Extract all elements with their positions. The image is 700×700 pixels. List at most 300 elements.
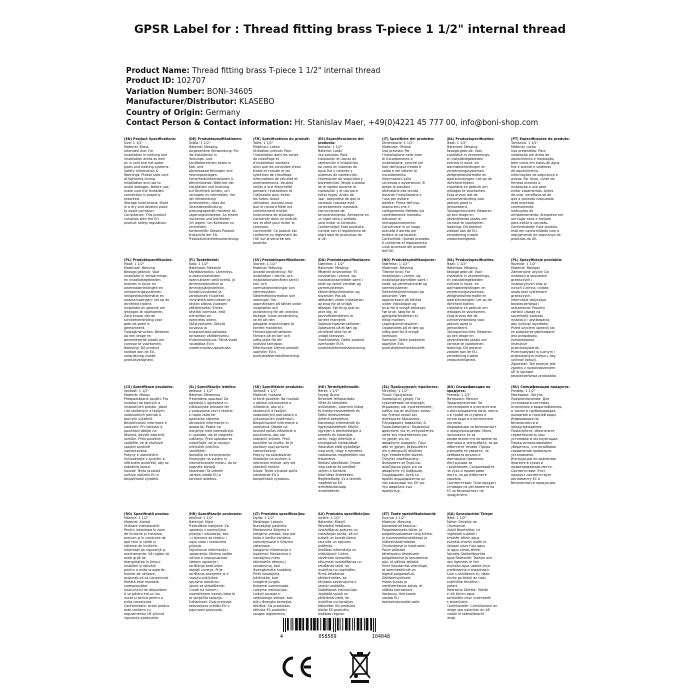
spec-line: Fűtés és telepítési [317,401,348,405]
spec-line: varovania: Dbajte na [253,425,288,429]
spec-line: saugos reglamentą. [253,612,286,616]
spec-line: vodovodních potrubí a [124,413,162,417]
spec-line: Soulad: Tento produkt [124,469,161,473]
spec-line: armazenamento: Armazene em [511,213,564,217]
spec-line: geventileerde plaats om [124,338,165,342]
spec-block [189,258,254,380]
spec-line: corrosie te voorkomen. [124,342,163,346]
spec-line: únikům. Před použitím [124,437,161,441]
spec-line: Overholdelse: Dette produkt [317,338,365,342]
spec-line: prepričajte, da je navojni [188,441,230,445]
spec-line: caurulēs un apkures [317,540,351,544]
spec-line: Instrukcje [511,342,528,346]
barcode-bar [328,618,331,631]
spec-line: έχει τοποθετηθεί σωστά. [382,453,424,457]
barcode-bar [337,618,339,631]
spec-line: Sicherheitsinformationen & [188,177,234,181]
barcode-digits-left: 4 [280,634,284,640]
spec-block [511,512,576,630]
spec-block [447,385,512,507]
spec-line: Lagerungshinweise: An einem [188,213,239,217]
spec-heading: (ET) Toote spetsifikatsioonid: [382,512,437,516]
spec-line: sriegtinė jungtis [253,580,280,584]
spec-line: undgå korrosion. [317,334,346,338]
spec-line: и инсталационни зони, както [446,409,498,413]
spec-line: warmwaterleidingen en [446,165,486,169]
spec-line: ordnungsgemäß montiert ist. [188,209,237,213]
spec-line: szivárgások kialakulását. [317,441,359,445]
spec-line: shuiteáil agus úsáide chun [446,564,491,568]
spec-line: и предупреждения: Моля, [446,429,493,433]
spec-line: rendeletének. [317,489,341,493]
spec-line: tesnjenje med namestitvijo [188,429,234,433]
spec-line: inštalacijske prostore ter [188,405,230,409]
spec-line: pendant l'installation et [253,189,293,193]
spec-line: Opbevaringsinstruktioner: [317,322,361,326]
info-row [126,66,538,76]
spec-line: ispravno montiran. [188,580,220,584]
spec-line: típíopaí uisce fuar agus [446,544,486,548]
spec-line: Glabāšanas instrukcijas: [317,588,358,592]
spec-line: lekkages te voorkomen. [446,310,487,314]
spec-line: Compliance: This product [124,213,167,217]
spec-line: Skladnost: Ta izdelek [188,469,223,473]
spec-line: nameščen. [188,449,207,453]
spec-line: produktsikkerhedsforordning. [317,346,366,350]
spec-line: asennettu oikein. [188,318,218,322]
spec-line: Taille: 1 1/2" [253,141,274,145]
spec-line: en installatiegebieden [446,157,484,161]
spec-heading: (PT) Especificações do produto: [511,137,570,141]
spec-line: sceitheanna a sheachaint. [446,568,490,572]
spec-line: precum și în conducte de [124,536,166,540]
spec-line: que a conexão rosqueada [511,197,554,201]
spec-line: Uzstādīšanai apkures un [317,528,358,532]
spec-line: použitím sa uistite, že je [253,441,294,445]
barcode-bar [299,618,302,631]
spec-line: sikre dig, at [317,310,337,314]
spec-line: gemonteerd. [124,326,146,330]
spec-line: sigurnosti proizvoda. [188,608,223,612]
spec-line: op een droge en [446,334,474,338]
spec-line: di riscaldamento e [382,157,413,161]
spec-line: de la rigidez durante la [317,185,356,189]
spec-line: Varnostne informacije in [188,421,229,425]
barcode-bar [313,618,316,631]
spec-line: namontovaný. [253,449,277,453]
spec-line: Materiál: mosadz [253,393,282,397]
spec-line: in uporabo, da se izognete [188,433,233,437]
spec-line: navojni priključak [188,576,218,580]
spec-line: Conserver dans un endroit [253,217,297,221]
spec-line: correctement monté. [253,209,288,213]
spec-line: l'installation dans les zones [253,153,299,157]
spec-line: regulamento de segurança de [511,233,561,237]
spec-line: um lugar seco e arejado [511,217,551,221]
spec-line: Sikkerhetsinformasjon og [382,290,424,294]
spec-line: ogrevalne sisteme. [188,417,220,421]
spec-line: instalación en zonas de [317,157,357,161]
spec-line: Перед использованием [511,441,552,445]
spec-line: Tiltenkt bruk: For [382,270,411,274]
spec-line: Conformité: Ce produit est [253,229,297,233]
spec-line: Installation und Nutzung [188,185,229,189]
spec-line: Safety Information & [124,169,159,173]
info-row [126,76,538,86]
spec-line: používání dbejte na [124,429,157,433]
spec-line: Čuvati na suhom i [188,588,219,592]
spec-line: Vorgesehene Verwendung: Für [188,149,239,153]
spec-line: dichtheid tijdens [446,302,474,306]
spec-line: Laikymo instrukcijos: [253,588,288,592]
spec-line: Conformidad: Este producto [317,225,364,229]
spec-line: evenals in koud- en [446,161,479,165]
spec-line: Pirms lietošanas [317,572,345,576]
spec-line: pārliecinieties, ka [317,576,347,580]
spec-line: Predvidena uporaba: Za [188,397,229,401]
spec-line: корозия. [446,477,462,481]
spec-line: Uso previsto: Per [382,149,410,153]
spec-line: Biztonsági információk és [317,421,360,425]
spec-line: evita coroziunea. [124,600,153,604]
spec-heading: (NL) Productspecificaties: [446,258,495,262]
spec-line: από τη χρήση, βεβαιωθείτε [382,445,428,449]
spec-line: firmeza durante a [511,181,541,185]
spec-line: Käyttötarkoitus: Lämmitys- [188,270,234,274]
info-row [126,118,538,128]
spec-line: Tervezett felhasználás: [317,397,356,401]
spec-line: Turvallisuustiedot ja [188,290,222,294]
spec-line: Konformität: Dieses Produkt [188,229,235,233]
spec-line: priključek pravilno [188,445,219,449]
spec-line: noudattaa EU:n [188,342,215,346]
barcode-bar [373,618,374,632]
spec-line: Material: Alamă [124,520,150,524]
spec-line: sistemose. [253,544,271,548]
spec-line: ügyeljen a tömítettségre a [317,429,362,433]
spec-line: avoid leakages. Before use, [124,185,170,189]
barcode-bar [310,618,312,631]
spec-line: ja asennusalueiden [188,274,221,278]
spec-line: käytön aikana vuotojen [188,302,228,306]
spec-line: používania, aby ste [253,433,286,437]
spec-line: Conservare in un luogo [382,225,421,229]
spec-line: välttämiseksi. Ennen [188,306,223,310]
label-title: GPSR Label for : Thread fitting brass T-piece 1 1/2" internal thread [134,22,566,36]
spec-line: produtos da UE. [511,237,538,241]
spec-line: trockenen und belüfteten [188,217,231,221]
barcode-number [280,634,390,640]
spec-heading: (LT) Produkto specifikacijos: [253,512,306,516]
spec-line: produktsikkerhetsforskrift. [382,346,426,350]
spec-line: helyen a korrózió [317,469,346,473]
spec-line: varmesystemer. [317,286,345,290]
spec-line: prozračenom mjestu kako bi [188,592,236,596]
spec-heading: (EL) Προδιαγραφές προϊόντος: [382,385,439,389]
spec-line: Chumannaí [446,524,466,528]
spec-line: zabránili únikom. Pred [253,437,290,441]
spec-line: Påtænkt anvendelse: Til [317,270,358,274]
spec-line: vgradnjo v ogrevalne in [188,401,228,405]
barcode-bar [285,618,286,632]
barcode-bar [327,618,328,631]
spec-line: corrosie te voorkomen. [446,342,485,346]
spec-line: zwrócić uwagę na [511,310,541,314]
spec-line: przewiewnym miejscu, aby [511,354,556,358]
spec-line: Paigaldamiseks kütte- ja [382,528,423,532]
spec-line: και ζεστού νερού και [382,413,417,417]
spec-line: warmwaterleidingen en [446,286,486,290]
spec-line: installatie in verwarmings- [446,274,491,278]
spec-line: installatie in verwarmings- [124,274,168,278]
spec-line: tinkamai sumontuota. [253,584,290,588]
spec-line: evenals in koud- en [446,282,479,286]
spec-line: Pokyny na skladovanie: [253,453,292,457]
spec-line: Οδηγίες αποθήκευσης: [382,457,420,461]
spec-line: tuoteturvallisuusasetusta. [188,346,232,350]
spec-line: įrengimo vietose, taip pat [253,532,296,536]
spec-line: kuivassa ja [188,326,207,330]
spec-line: Koko: 1 1/2" [188,262,209,266]
barcode-bar [317,618,319,631]
spec-line: meg száraz és szellőző [317,465,356,469]
spec-line: instalačních prostor, jakož [124,405,168,409]
spec-line: Méid: 1 1/2" [446,516,467,520]
spec-line: pievērsiet uzmanību [317,556,352,560]
spec-line: ainsi que les conduites d'eau [253,165,301,169]
spec-line: inštalácie, ako aj v [253,405,284,409]
spec-line: opozorila: Pazite na [188,425,221,429]
spec-line: bezpieczeństwa produktów. [511,374,557,378]
spec-line: vītņotais savienojums ir [317,580,357,584]
spec-line: Informações de segurança e [511,173,558,177]
spec-line: användning för att undvika [253,310,298,314]
spec-line: complies with the EU [124,217,159,221]
spec-line: Veiligheidsinformatie en [446,294,487,298]
spec-line: zajistěte, že je závitové [124,441,163,445]
spec-line: gemonteerd. [446,205,468,209]
spec-line: gängade anslutningen är [253,322,295,326]
spec-line: sicherstellen, dass die [188,201,226,205]
spec-line: waarschuwingen: Let op de [446,298,492,302]
spec-line: die Installation in [188,153,217,157]
spec-line: maidir le sábháilteacht [446,612,485,616]
spec-line: grzewczych i [511,278,533,282]
spec-line: įspėjimai: Montavimo ir [253,552,292,556]
spec-line: Warmwasserleitungen und [188,169,233,173]
spec-line: megfelel az EU [317,481,343,485]
spec-line: aveți grijă de [124,556,146,560]
spec-line: zadovoljava uredbu EU o [188,604,230,608]
spec-line: installationsområder samt i [317,278,363,282]
spec-line: regulamentul UE privind [124,612,165,616]
spec-line: įsitikinkite, kad [253,576,278,580]
spec-line: Μέγεθος: 1 1/2" [382,389,409,393]
spec-line: Materiaal: Messing [124,266,155,270]
spec-line: aquecimento e instalação, [511,157,555,161]
spec-line: Izmērs: 1 1/2" [317,516,341,520]
spec-block [382,258,447,380]
spec-line: Zorg ervoor dat de [124,314,156,318]
spec-line: atkreipkite dėmesį į [253,560,286,564]
info-row [126,97,538,107]
spec-line: snáithithe feistithe i [446,580,480,584]
spec-line: Säilitamisjuhised: [382,576,411,580]
spec-line: Säkerhetsinformation och [253,294,296,298]
barcode-bar [342,618,343,631]
spec-line: instalación y el uso para [317,189,358,193]
spec-line: advarsler: Pas på [317,294,346,298]
spec-line: Φυλάσσετε σε ξηρό και [382,461,421,465]
spec-line: установки в системах [511,401,550,405]
spec-line: αποφύγετε τη διάβρωση. [382,469,424,473]
spec-line: προϊόν συμμορφώνεται με [382,477,426,481]
spec-line: Bezpečnostné informácie a [253,421,298,425]
spec-line: Ohutusteave ja hoiatused: [382,544,426,548]
spec-line: of tightness during [124,177,156,181]
spec-block [511,258,576,380]
spec-heading: (DA) Produktspecifikationer: [317,258,371,262]
spec-line: avisos: Por favor, cuide da [511,177,555,181]
spec-line: installasjonsområder samt i [382,278,428,282]
spec-line: gebruik goed is [124,322,150,326]
spec-line: Sula n-úsáideann tú, déan [446,572,490,576]
spec-line: šalto ir karšto vandens [253,536,291,540]
spec-line: vykurovacích systémoch. [253,417,295,421]
spec-line: Predviđena namjena: Za [188,524,229,528]
spec-line: Ábhar: Seirbhís do [446,520,477,524]
spec-line: l'installazione nelle aree [382,153,422,157]
spec-line: ЕС за безопасност на [446,489,484,493]
spec-line: κατά την εγκατάσταση και [382,433,428,437]
spec-line: Materiaal: Messing [446,266,478,270]
spec-line: vältida korrosiooni. [382,588,414,592]
spec-line: käyttöä varmista, että [188,310,226,314]
spec-line: резбовата връзка е [446,453,481,457]
spec-line: atitinka ES produktų [253,608,287,612]
spec-line: Warnhinweise: Bitte bei der [188,181,234,185]
spec-line: in toplo vodo ter [188,413,216,417]
spec-line: korrekt monteret. [317,318,347,322]
spec-line: погрижете се за [446,433,476,437]
spec-line: installasjon i varme- og [382,274,421,278]
spec-line: Instruções de [511,209,534,213]
spec-block [511,385,576,507]
spec-line: установлено. [511,453,535,457]
spec-heading: (FI) Tuotetiedot: [188,258,219,262]
spec-line: productveiligheid. [446,358,477,362]
spec-line: studených a teplých [253,409,287,413]
spec-line: Материал: Латунь [511,393,543,397]
spec-line: de chauffage et [253,157,279,161]
spec-line: de încălzire și instalare, [124,532,163,536]
spec-line: evenals in koud- en [124,282,157,286]
spec-line: Zgodność: Ten produkt jest [511,362,556,366]
spec-line: Comhlíonadh: Comhlíonann an [446,604,498,608]
spec-line: монтажа и употребата, за да [446,441,498,445]
spec-line: waarschuwingen: Let op de [124,298,170,302]
spec-line: Zorg ervoor dat de [446,314,478,318]
spec-line: Materiał: Mosiądz [511,266,540,270]
barcode-bar [352,618,353,631]
spec-line: Пожалуйста, обеспечьте [511,429,555,433]
spec-line: pipes and heating systems. [124,165,170,169]
spec-line: usar, asegúrese de que la [317,197,361,201]
spec-line: Instructions de stockage: [253,213,295,217]
spec-line: Συμμόρφωση: Αυτό το [382,473,419,477]
spec-line: Palun pöörake [382,548,406,552]
spec-line: fűtési rendszerekbe [317,413,351,417]
spec-line: Opslaginstructies: Bewaren [124,330,170,334]
spec-line: Matériau: Laiton [253,145,280,149]
spec-line: Veiligheidsinformatie en [124,294,164,298]
spec-block [253,137,318,253]
spec-line: toplu vodu i sustavima [188,540,227,544]
spec-line: vodovodných potrubiach a [253,413,297,417]
spec-line: Maat: 1 1/2" [446,141,467,145]
spec-line: przechowywania: [511,346,540,350]
spec-line: vetranom mieste, aby ste [253,461,296,465]
spec-line: установке и эксплуатации. [511,437,559,441]
spec-line: collegamento filettato sia [382,209,425,213]
spec-line: instalacyjnych oraz w [511,282,547,286]
spec-line: zabránili korózii. [253,465,280,469]
spec-line: siguranța produselor. [124,616,159,620]
spec-heading: (EN) Product Specifications: [124,137,177,141]
spec-line: bezpieczeństwa i [511,302,540,306]
barcode-bar [302,618,304,631]
spec-line: és meleg vízvezetékek és [317,409,360,413]
spec-line: θέρμανσης και εγκατάστασης, [382,405,433,409]
spec-row [124,385,576,507]
spec-line: productveiligheid. [446,237,477,241]
spec-line: Opslaginstructies: Bewaren [446,209,492,213]
info-value: 102707 [174,76,206,86]
spec-line: produktsäkerhetsförordning. [253,354,300,358]
spec-line: installazione, nonché nei [382,161,423,165]
spec-line: gceart. [446,584,459,588]
spec-line: gebruik goed is [446,201,472,205]
spec-line: Maat: 1 1/2" [124,262,145,266]
spec-line: Materjal: Messing [382,520,411,524]
spec-block [447,512,512,630]
spec-line: zamontowane. [511,338,536,342]
spec-line: Material: Latón [317,149,343,153]
spec-line: installation areas as well [124,157,165,161]
spec-heading: (CS) Specifikace produktu: [124,385,174,389]
spec-line: lækager. Før brug skal du [317,306,360,310]
spec-line: lekkages te voorkomen. [124,310,164,314]
spec-line: tubi dell'acqua fredda e [382,165,422,169]
spec-line: területeken, valamint hideg [317,405,364,409]
spec-line: Hoida kuivas ja [382,580,408,584]
spec-line: εγκατάσταση σε περιοχές [382,401,426,405]
spec-line: vėdinamoje vietoje, kad [253,596,293,600]
spec-line: и в тръби за студена и [446,413,487,417]
spec-line: schroefverbinding voor [446,197,485,201]
spec-line: utilisation, assurez-vous [253,201,293,205]
spec-line: Naleving: Dit product [446,225,482,229]
spec-line: corespunzător. [124,584,149,588]
spec-line: Storage Instructions: Store [124,201,169,205]
spec-line: ostrzeżenia: Prosimy [511,306,546,310]
spec-block [318,258,383,380]
spec-line: et keermesliitmik on [382,568,416,572]
spec-line: varningar: Var [253,298,277,302]
spec-line: in a dry and aerated place [124,205,168,209]
spec-line: product safety regulation. [124,221,167,225]
spec-line: in áit thirim agus [446,592,475,596]
